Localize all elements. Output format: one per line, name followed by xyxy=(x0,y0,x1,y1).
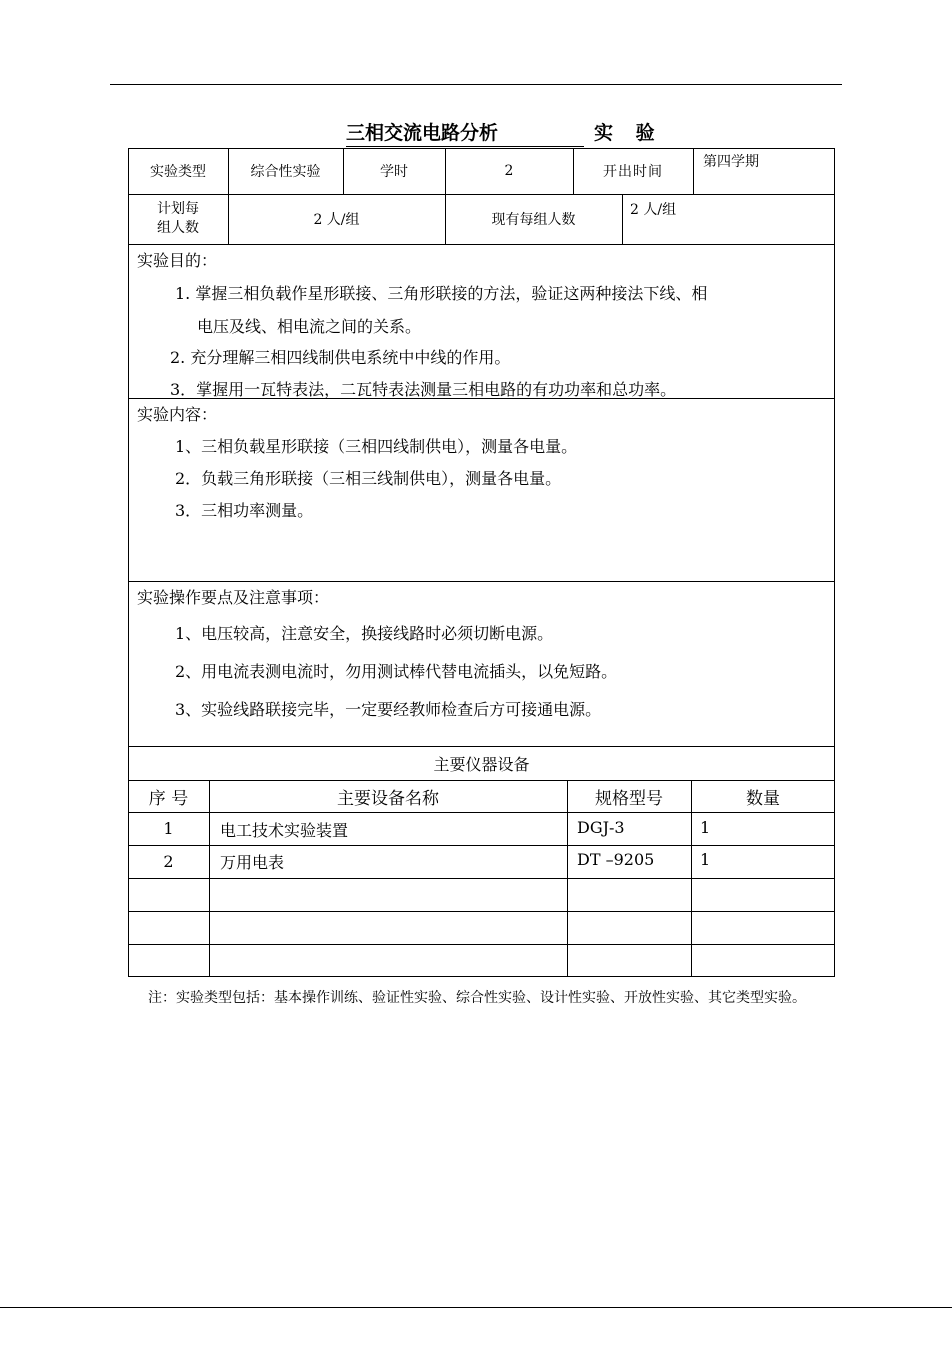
purpose-item: 1. 掌握三相负载作星形联接、三角形联接的方法，验证这两种接法下线、相 xyxy=(175,284,708,303)
title-subject: 三相交流电路分析 xyxy=(346,118,584,147)
col-header-index: 序 号 xyxy=(148,788,189,809)
equipment-heading: 主要仪器设备 xyxy=(433,754,530,774)
purpose-heading: 实验目的： xyxy=(137,251,218,270)
col-header-name: 主要设备名称 xyxy=(337,788,439,809)
content-heading: 实验内容： xyxy=(137,405,218,424)
divider xyxy=(128,581,835,582)
page-title xyxy=(128,118,835,148)
table-cell-index: 1 xyxy=(163,819,174,838)
divider xyxy=(128,944,835,945)
col-header-quantity: 数量 xyxy=(746,788,780,809)
header-rule xyxy=(110,84,842,85)
type-value: 综合性实验 xyxy=(250,164,321,180)
divider xyxy=(128,812,835,813)
time-value: 第四学期 xyxy=(703,154,759,170)
divider xyxy=(128,911,835,912)
table-cell-quantity: 1 xyxy=(700,818,711,837)
content-item: 1、三相负载星形联接（三相四线制供电），测量各电量。 xyxy=(175,437,578,456)
purpose-item: 3．掌握用一瓦特表法，二瓦特表法测量三相电路的有功功率和总功率。 xyxy=(170,380,677,399)
divider xyxy=(128,845,835,846)
table-cell-name: 电工技术实验装置 xyxy=(220,821,349,840)
plan-value: 2 人/组 xyxy=(313,212,360,228)
divider xyxy=(693,148,694,194)
hours-label: 学时 xyxy=(380,164,408,180)
precaution-item: 3、实验线路联接完毕，一定要经教师检查后方可接通电源。 xyxy=(175,700,602,719)
divider xyxy=(128,398,835,399)
table-cell-model: DT –9205 xyxy=(577,850,655,869)
table-cell-index: 2 xyxy=(163,852,174,871)
table-cell-model: DGJ-3 xyxy=(577,818,625,837)
precaution-item: 2、用电流表测电流时，勿用测试棒代替电流插头，以免短路。 xyxy=(175,662,618,681)
type-label: 实验类型 xyxy=(150,164,206,180)
plan-label: 计划每组人数 xyxy=(157,201,199,236)
content-item: 3．三相功率测量。 xyxy=(175,501,314,520)
hours-value: 2 xyxy=(504,163,514,179)
precaution-item: 1、电压较高，注意安全，换接线路时必须切断电源。 xyxy=(175,624,554,643)
precautions-heading: 实验操作要点及注意事项： xyxy=(137,588,330,607)
divider xyxy=(128,878,835,879)
col-header-model: 规格型号 xyxy=(595,788,663,809)
purpose-item: 2. 充分理解三相四线制供电系统中中线的作用。 xyxy=(170,348,511,367)
time-label: 开出时间 xyxy=(603,164,663,180)
footer-rule xyxy=(0,1307,952,1308)
table-cell-quantity: 1 xyxy=(700,850,711,869)
table-cell-name: 万用电表 xyxy=(220,853,285,872)
footnote: 注：实验类型包括：基本操作训练、验证性实验、综合性实验、设计性实验、开放性实验、其它类型实验。 xyxy=(148,990,806,1006)
current-label: 现有每组人数 xyxy=(491,212,576,228)
purpose-item: 电压及线、相电流之间的关系。 xyxy=(197,317,422,336)
current-value: 2 人/组 xyxy=(630,202,677,218)
divider xyxy=(128,244,835,245)
divider xyxy=(622,194,623,244)
content-item: 2．负载三角形联接（三相三线制供电），测量各电量。 xyxy=(175,469,562,488)
title-suffix: 实 验 xyxy=(594,122,663,144)
